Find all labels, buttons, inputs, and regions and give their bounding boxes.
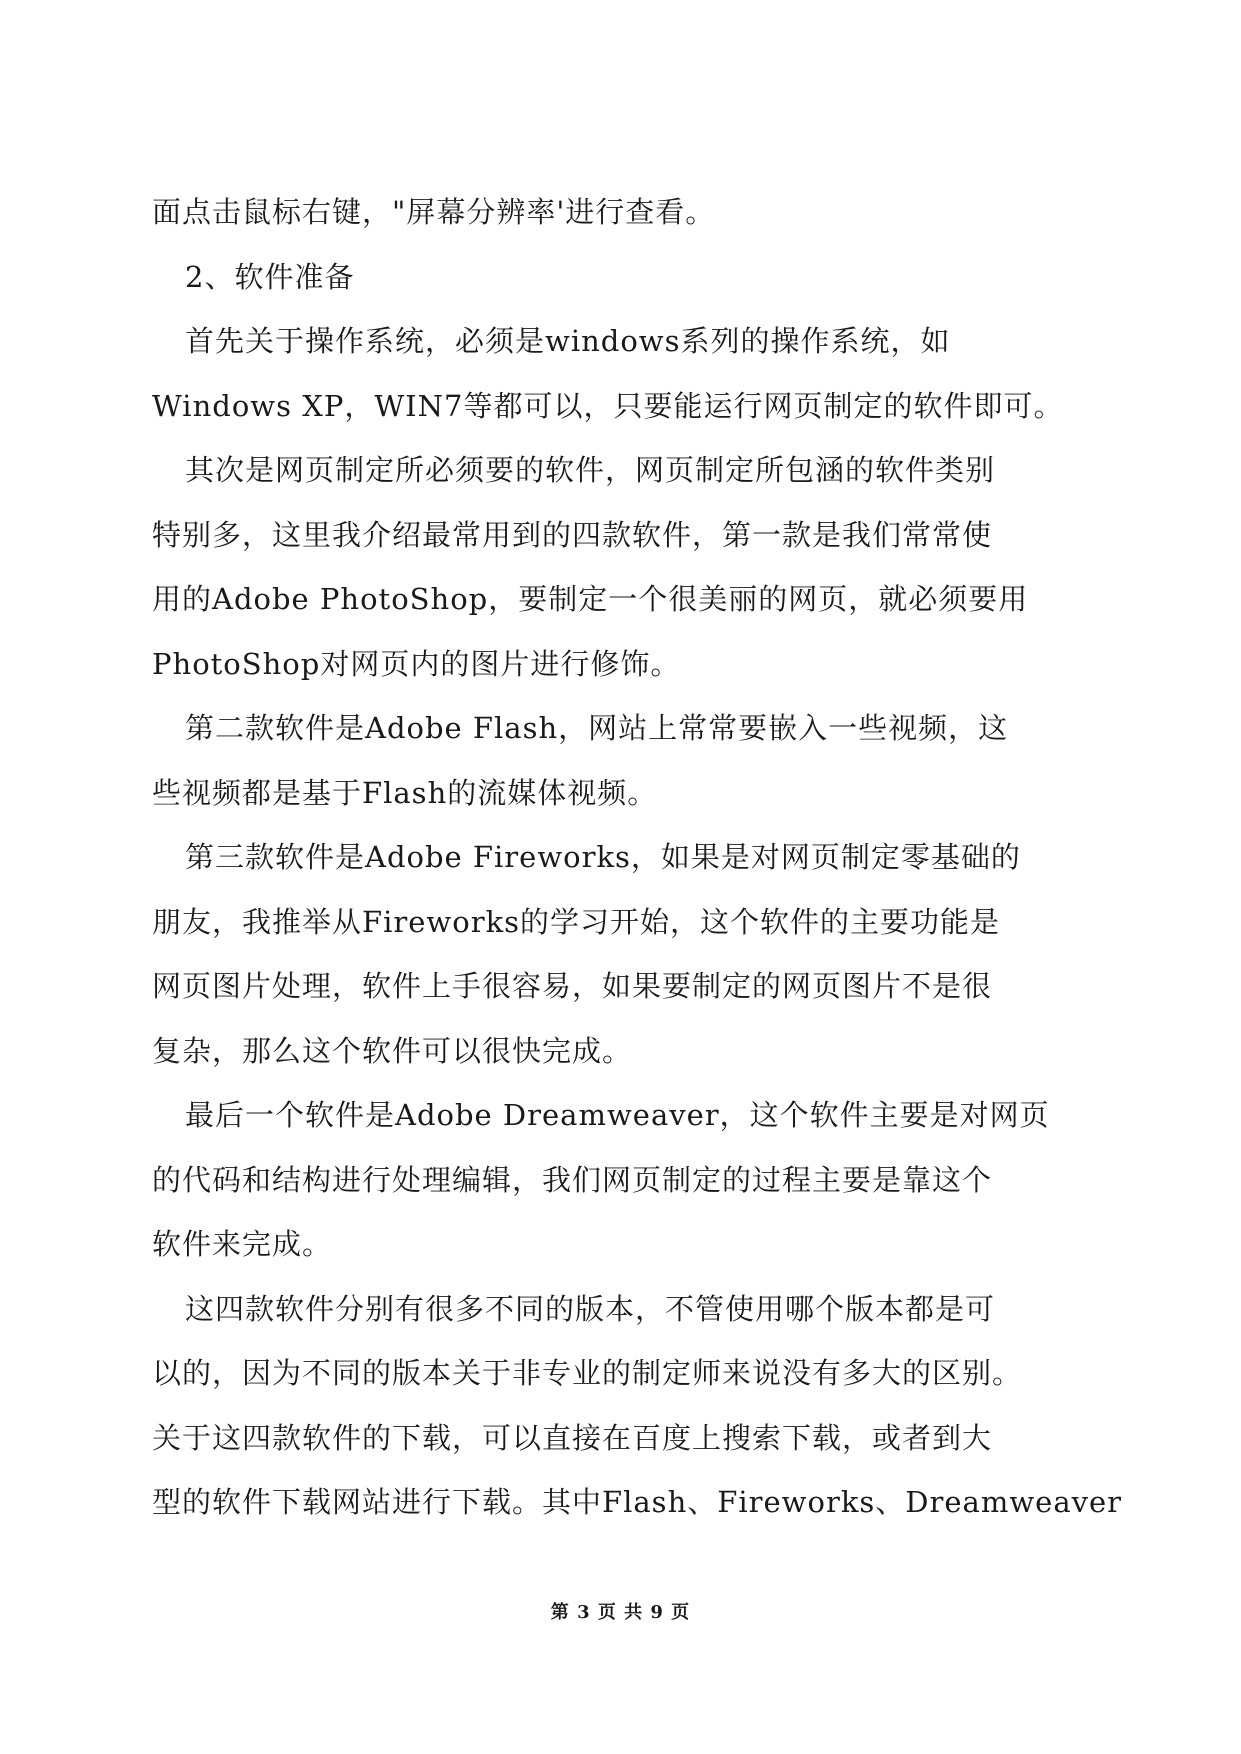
text-line: 些视频都是基于Flash的流媒体视频。	[152, 775, 658, 810]
text-line: 特别多，这里我介绍最常用到的四款软件，第一款是我们常常使	[152, 517, 993, 552]
paragraph-line: 其次是网页制定所必须要的软件，网页制定所包涵的软件类别	[185, 453, 996, 487]
text-line: 用的Adobe PhotoShop，要制定一个很美丽的网页，就必须要用	[152, 582, 1029, 616]
page-number-footer: 第 3 页 共 9 页	[550, 1602, 691, 1623]
text-line: PhotoShop对网页内的图片进行修饰。	[152, 646, 681, 681]
paragraph-line: 第二款软件是Adobe Flash，网站上常常要嵌入一些视频，这	[185, 711, 1009, 745]
section-heading: 2、软件准备	[185, 259, 355, 294]
text-line: 以的，因为不同的版本关于非专业的制定师来说没有多大的区别。	[152, 1356, 1023, 1390]
paragraph-line: 第三款软件是Adobe Fireworks，如果是对网页制定零基础的	[185, 840, 1021, 874]
text-line: 面点击鼠标右键，"屏幕分辨率'进行查看。	[152, 195, 716, 229]
paragraph-line: 这四款软件分别有很多不同的版本，不管使用哪个版本都是可	[185, 1291, 996, 1326]
text-line: 的代码和结构进行处理编辑，我们网页制定的过程主要是靠这个	[152, 1162, 993, 1197]
text-line: Windows XP，WIN7等都可以，只要能运行网页制定的软件即可。	[152, 388, 1064, 423]
text-line: 朋友，我推举从Fireworks的学习开始，这个软件的主要功能是	[152, 904, 1001, 939]
text-line: 软件来完成。	[152, 1227, 333, 1261]
text-line: 关于这四款软件的下载，可以直接在百度上搜索下载，或者到大	[152, 1420, 993, 1455]
body-text	[152, 180, 1123, 1535]
text-line: 型的软件下载网站进行下载。其中Flash、Fireworks、Dreamweaver	[152, 1485, 1123, 1519]
text-line: 复杂，那么这个软件可以很快完成。	[152, 1033, 633, 1068]
paragraph-line: 最后一个软件是Adobe Dreamweaver，这个软件主要是对网页	[185, 1098, 1050, 1132]
text-line: 网页图片处理，软件上手很容易，如果要制定的网页图片不是很	[152, 969, 993, 1003]
paragraph-line: 首先关于操作系统，必须是windows系列的操作系统，如	[185, 324, 951, 358]
